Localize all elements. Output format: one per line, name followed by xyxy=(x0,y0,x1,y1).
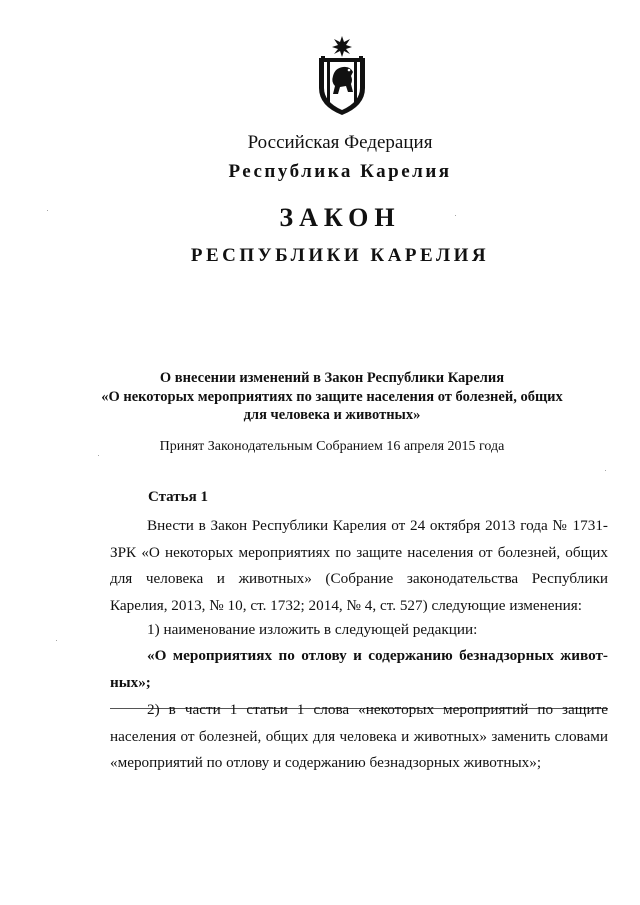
adoption-note: Принят Законодательным Собранием 16 апреля 2015 года xyxy=(159,439,505,454)
scan-speck xyxy=(47,210,48,211)
item-2-paragraph: 2) в части 1 статьи 1 слова «некоторых мероприятий по защите населения от болезней, общих для человека и животных» заменить словами «мероприятий по отлову и содержанию безнадзорных животных»; xyxy=(110,701,608,771)
republic-name: Республика Карелия xyxy=(228,161,452,182)
item-1-new-title: «О мероприятиях по отлову и содержанию безнадзорных живот-ных»; xyxy=(110,647,608,691)
title-line-2: «О некоторых мероприятиях по защите населения от болезней, общих xyxy=(101,388,563,405)
article-heading: Статья 1 xyxy=(148,489,208,505)
scan-speck xyxy=(56,640,57,641)
scan-speck xyxy=(455,215,456,216)
law-heading: ЗАКОН xyxy=(279,203,401,232)
document-title xyxy=(12,369,640,425)
article-intro-paragraph: Внести в Закон Республики Карелия от 24 октября 2013 года № 1731-ЗРК «О некоторых мероприятиях по защите населения от болезней, общих для человека и животных» (Собрание законодательства Республики Карелия, 2013, № 10, ст. 1732; 2014, № 4, ст. 527) следующие изменения: xyxy=(110,517,608,614)
law-subheading: РЕСПУБЛИКИ КАРЕЛИЯ xyxy=(190,245,490,266)
item-1-paragraph: 1) наименование изложить в следующей редакции: xyxy=(147,621,478,638)
karelia-coat-of-arms-icon xyxy=(311,36,373,116)
title-line-1: О внесении изменений в Закон Республики Карелия xyxy=(159,370,505,386)
scan-speck xyxy=(98,455,99,456)
title-line-3: для человека и животных» xyxy=(243,407,421,423)
country-name: Российская Федерация xyxy=(247,132,433,153)
scan-speck xyxy=(605,470,606,471)
